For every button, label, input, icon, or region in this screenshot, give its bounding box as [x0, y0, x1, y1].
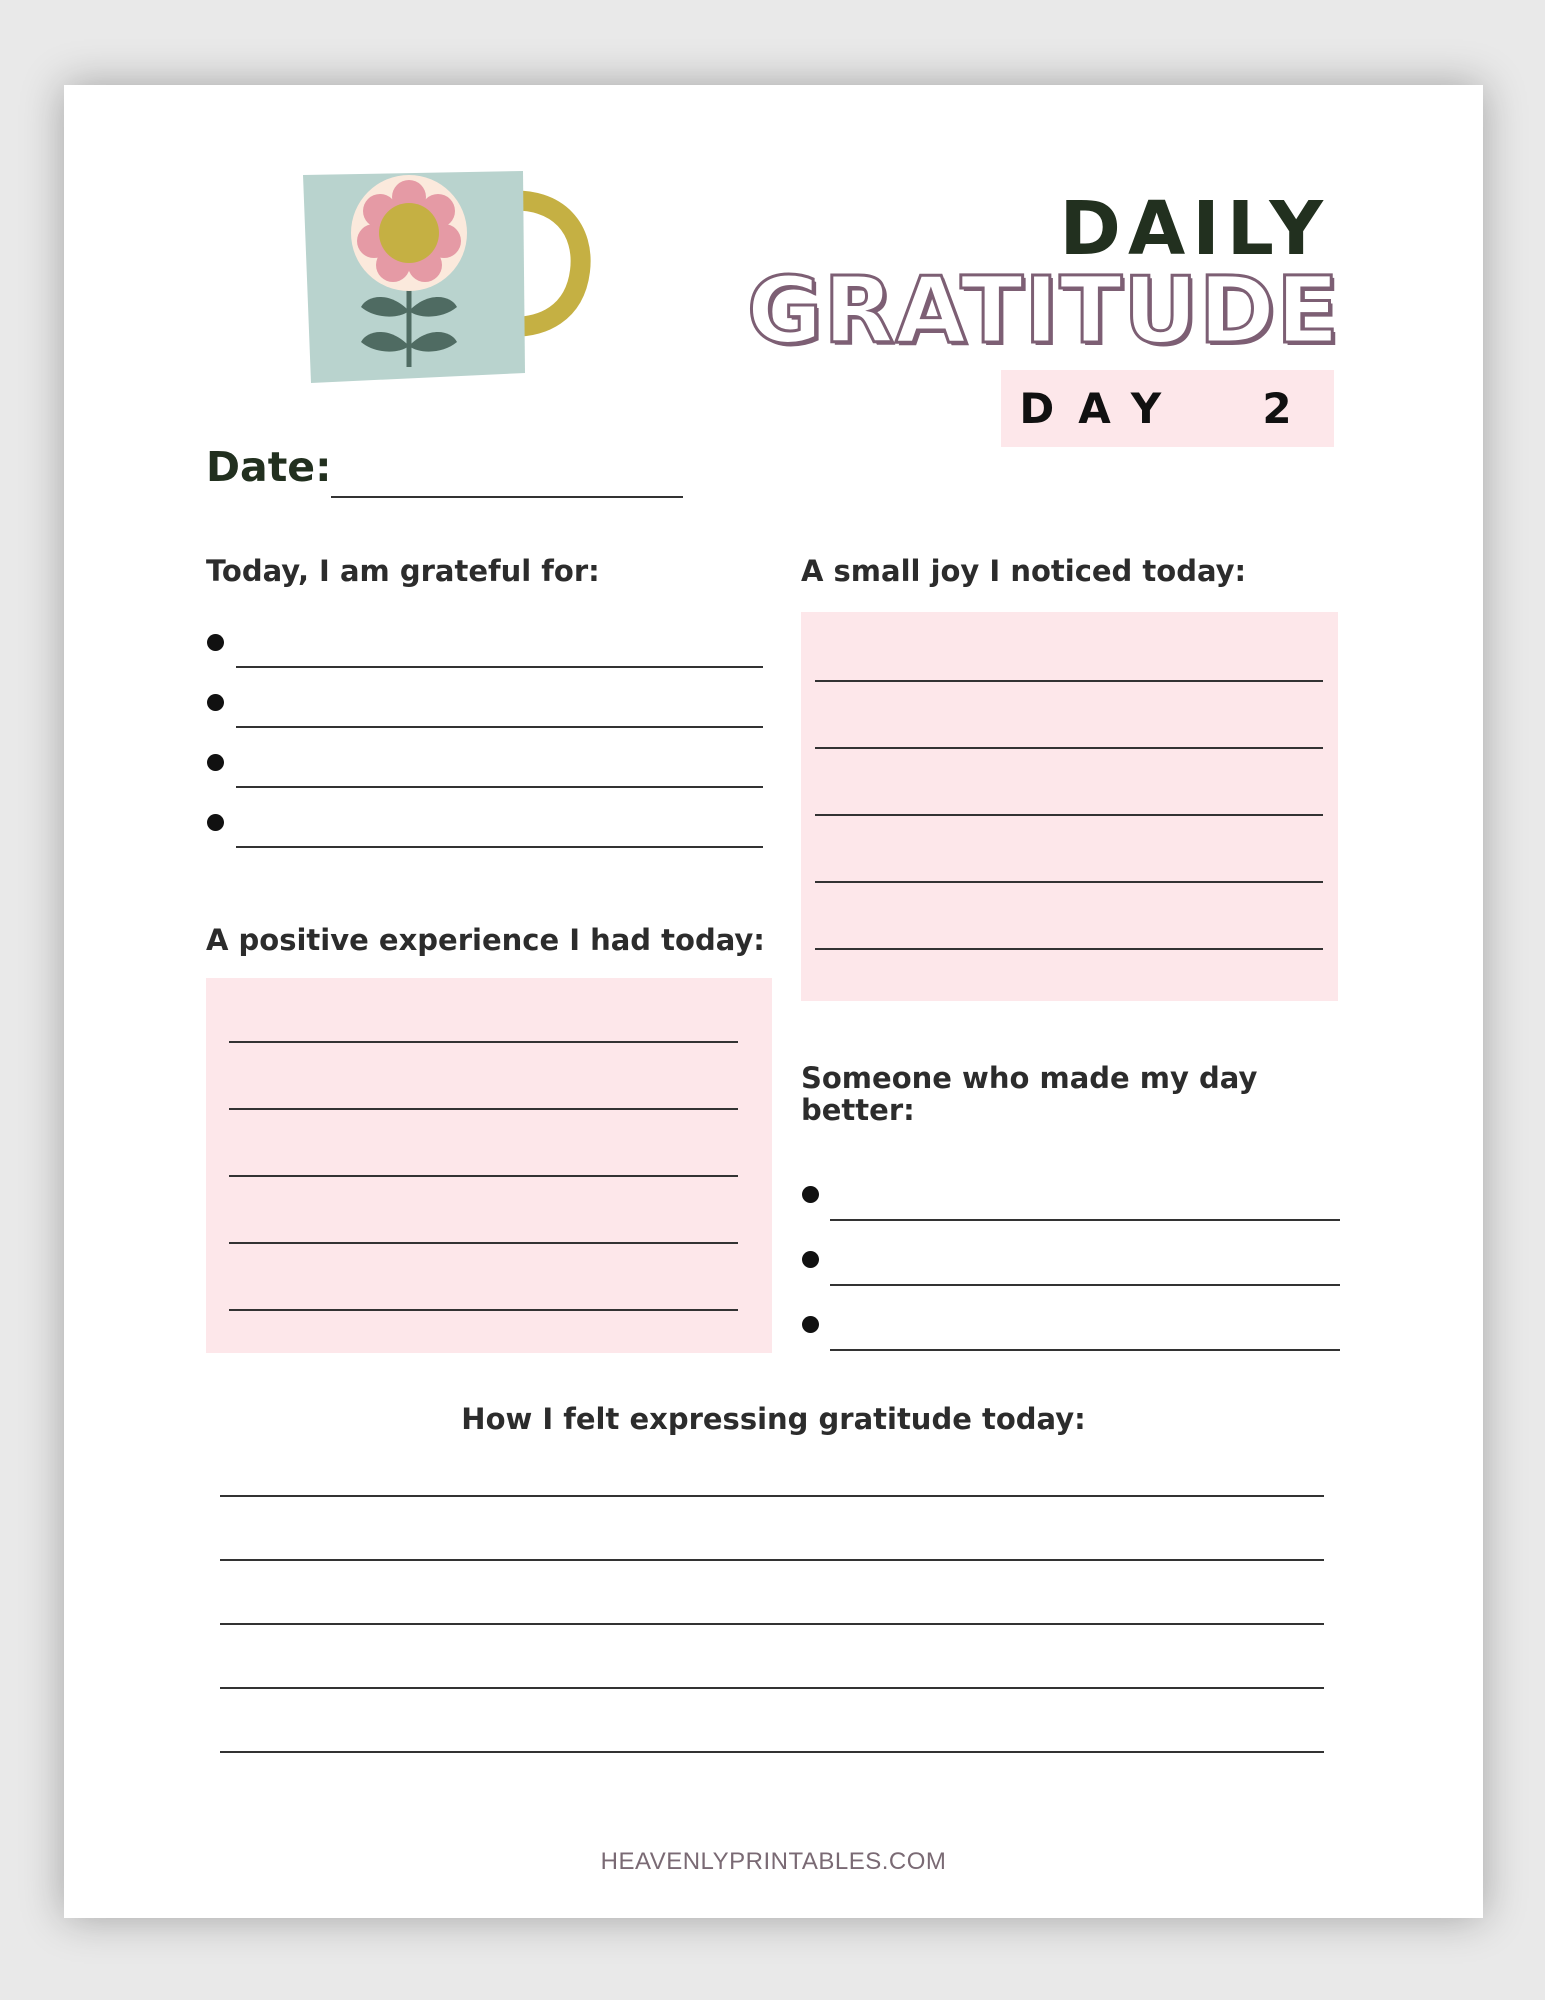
small-joy-line[interactable] — [815, 814, 1323, 816]
small-joy-line[interactable] — [815, 881, 1323, 883]
felt-expressing-line[interactable] — [220, 1559, 1324, 1561]
date-input-line[interactable] — [331, 496, 683, 498]
bullet-icon — [207, 814, 224, 831]
positive-experience-heading: A positive experience I had today: — [206, 923, 765, 957]
felt-expressing-heading: How I felt expressing gratitude today: — [461, 1402, 1086, 1436]
mug-flower-illustration — [295, 161, 595, 391]
positive-experience-box — [206, 978, 772, 1353]
someone-better-line[interactable] — [830, 1219, 1340, 1221]
someone-better-line[interactable] — [830, 1284, 1340, 1286]
felt-expressing-line[interactable] — [220, 1687, 1324, 1689]
grateful-for-line[interactable] — [236, 786, 763, 788]
grateful-for-line[interactable] — [236, 666, 763, 668]
someone-better-heading: Someone who made my day better: — [801, 1061, 1258, 1127]
bullet-icon — [207, 634, 224, 651]
grateful-for-line[interactable] — [236, 846, 763, 848]
positive-experience-line[interactable] — [229, 1041, 738, 1043]
someone-better-line[interactable] — [830, 1349, 1340, 1351]
footer-website: HEAVENLYPRINTABLES.COM — [600, 1848, 947, 1875]
felt-expressing-line[interactable] — [220, 1495, 1324, 1497]
date-label: Date: — [206, 443, 332, 491]
small-joy-line[interactable] — [815, 948, 1323, 950]
day-badge-label: DAY 2 — [1019, 384, 1316, 433]
felt-expressing-line[interactable] — [220, 1751, 1324, 1753]
bullet-icon — [802, 1251, 819, 1268]
bullet-icon — [207, 694, 224, 711]
positive-experience-line[interactable] — [229, 1309, 738, 1311]
bullet-icon — [207, 754, 224, 771]
positive-experience-line[interactable] — [229, 1108, 738, 1110]
small-joy-heading: A small joy I noticed today: — [801, 554, 1247, 588]
small-joy-line[interactable] — [815, 680, 1323, 682]
felt-expressing-line[interactable] — [220, 1623, 1324, 1625]
flower-center — [379, 203, 439, 263]
bullet-icon — [802, 1186, 819, 1203]
day-badge — [1001, 370, 1334, 447]
worksheet-page — [64, 85, 1483, 1918]
small-joy-box — [801, 612, 1338, 1001]
grateful-for-line[interactable] — [236, 726, 763, 728]
positive-experience-line[interactable] — [229, 1242, 738, 1244]
grateful-for-heading: Today, I am grateful for: — [206, 554, 600, 588]
small-joy-line[interactable] — [815, 747, 1323, 749]
bullet-icon — [802, 1316, 819, 1333]
positive-experience-line[interactable] — [229, 1175, 738, 1177]
title-daily: DAILY — [1059, 186, 1330, 272]
title-gratitude: GRATITUDE — [746, 257, 1340, 364]
